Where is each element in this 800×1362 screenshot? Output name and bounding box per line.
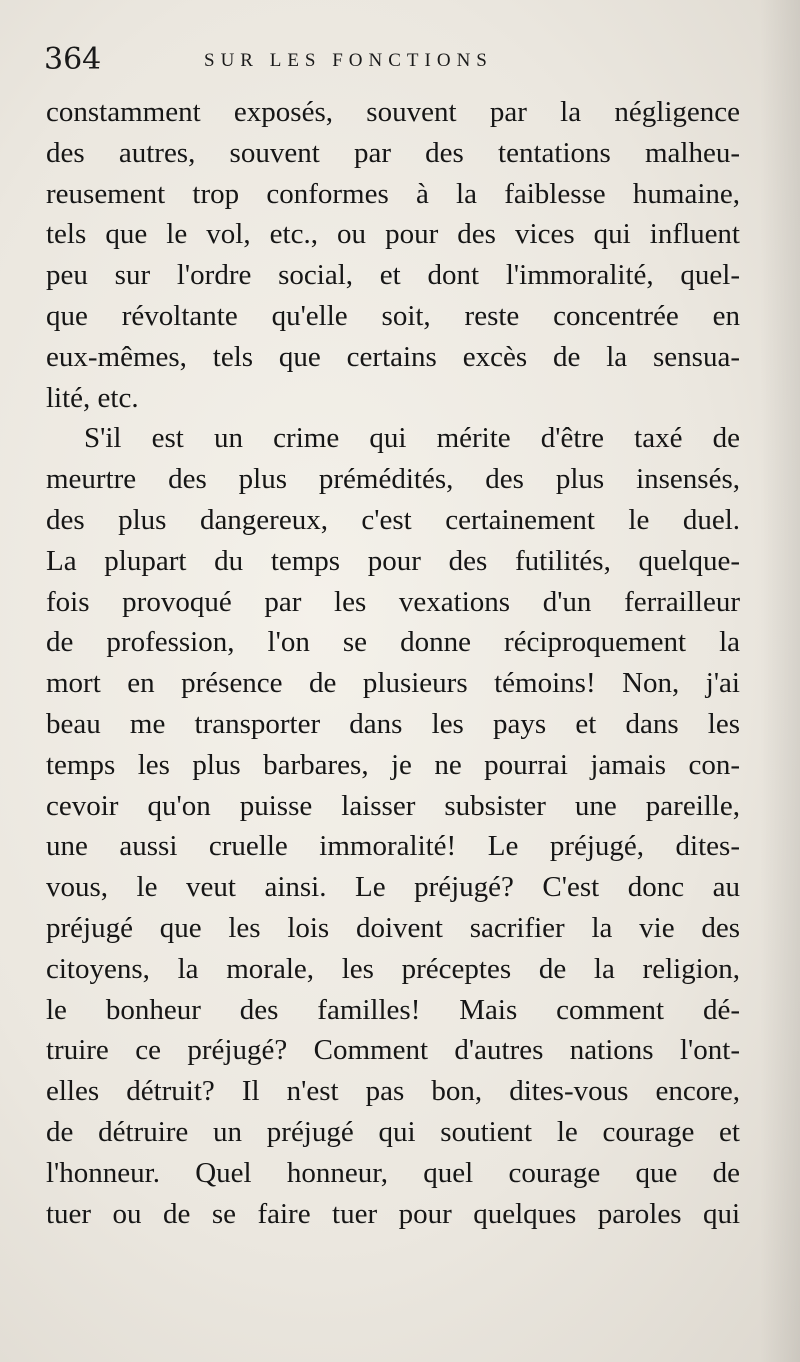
text-line: citoyens, la morale, les préceptes de la religion,: [46, 952, 740, 985]
text-line: de profession, l'on se donne réciproquement la: [46, 626, 740, 659]
text-line: eux-mêmes, tels que certains excès de la sensua-: [46, 340, 740, 373]
text-line: meurtre des plus prémédités, des plus insensés,: [46, 463, 740, 496]
text-line: une aussi cruelle immoralité! Le préjugé, dites-: [46, 830, 740, 863]
paragraph-start-line: S'il est un crime qui mérite d'être taxé de: [84, 422, 740, 455]
text-line: préjugé que les lois doivent sacrifier la vie des: [46, 911, 740, 944]
text-line: cevoir qu'on puisse laisser subsister une pareille,: [46, 789, 740, 822]
text-line: La plupart du temps pour des futilités, quelque-: [46, 544, 740, 577]
body-text: [46, 92, 740, 1234]
page-number: 364: [44, 42, 102, 77]
text-line: peu sur l'ordre social, et dont l'immoralité, quel-: [46, 259, 740, 292]
text-line: des plus dangereux, c'est certainement le duel.: [46, 503, 740, 536]
text-line: temps les plus barbares, je ne pourrai jamais con-: [46, 748, 740, 781]
page-edge-shadow: [760, 0, 800, 1362]
text-line: constamment exposés, souvent par la négligence: [46, 96, 740, 128]
text-line: tels que le vol, etc., ou pour des vices qui influent: [46, 218, 740, 251]
paragraph-end-line: lité, etc.: [46, 381, 139, 414]
text-line: mort en présence de plusieurs témoins! Non, j'ai: [46, 667, 740, 700]
page-header: [44, 40, 744, 80]
text-line: elles détruit? Il n'est pas bon, dites-vous encore,: [46, 1075, 740, 1108]
text-line: fois provoqué par les vexations d'un ferrailleur: [46, 585, 740, 618]
text-line: beau me transporter dans les pays et dans les: [46, 707, 740, 740]
text-line: vous, le veut ainsi. Le préjugé? C'est donc au: [46, 871, 740, 904]
text-line: de détruire un préjugé qui soutient le courage et: [46, 1115, 740, 1148]
text-line: le bonheur des familles! Mais comment dé-: [46, 993, 740, 1026]
text-line: que révoltante qu'elle soit, reste concentrée en: [46, 299, 740, 332]
text-line: l'honneur. Quel honneur, quel courage que de: [46, 1156, 740, 1189]
text-line: des autres, souvent par des tentations malheu-: [46, 136, 740, 169]
text-line: tuer ou de se faire tuer pour quelques paroles qui: [46, 1197, 740, 1230]
running-head: SUR LES FONCTIONS: [204, 50, 493, 71]
text-line: truire ce préjugé? Comment d'autres nations l'ont-: [46, 1034, 740, 1067]
text-line: reusement trop conformes à la faiblesse humaine,: [46, 177, 740, 210]
